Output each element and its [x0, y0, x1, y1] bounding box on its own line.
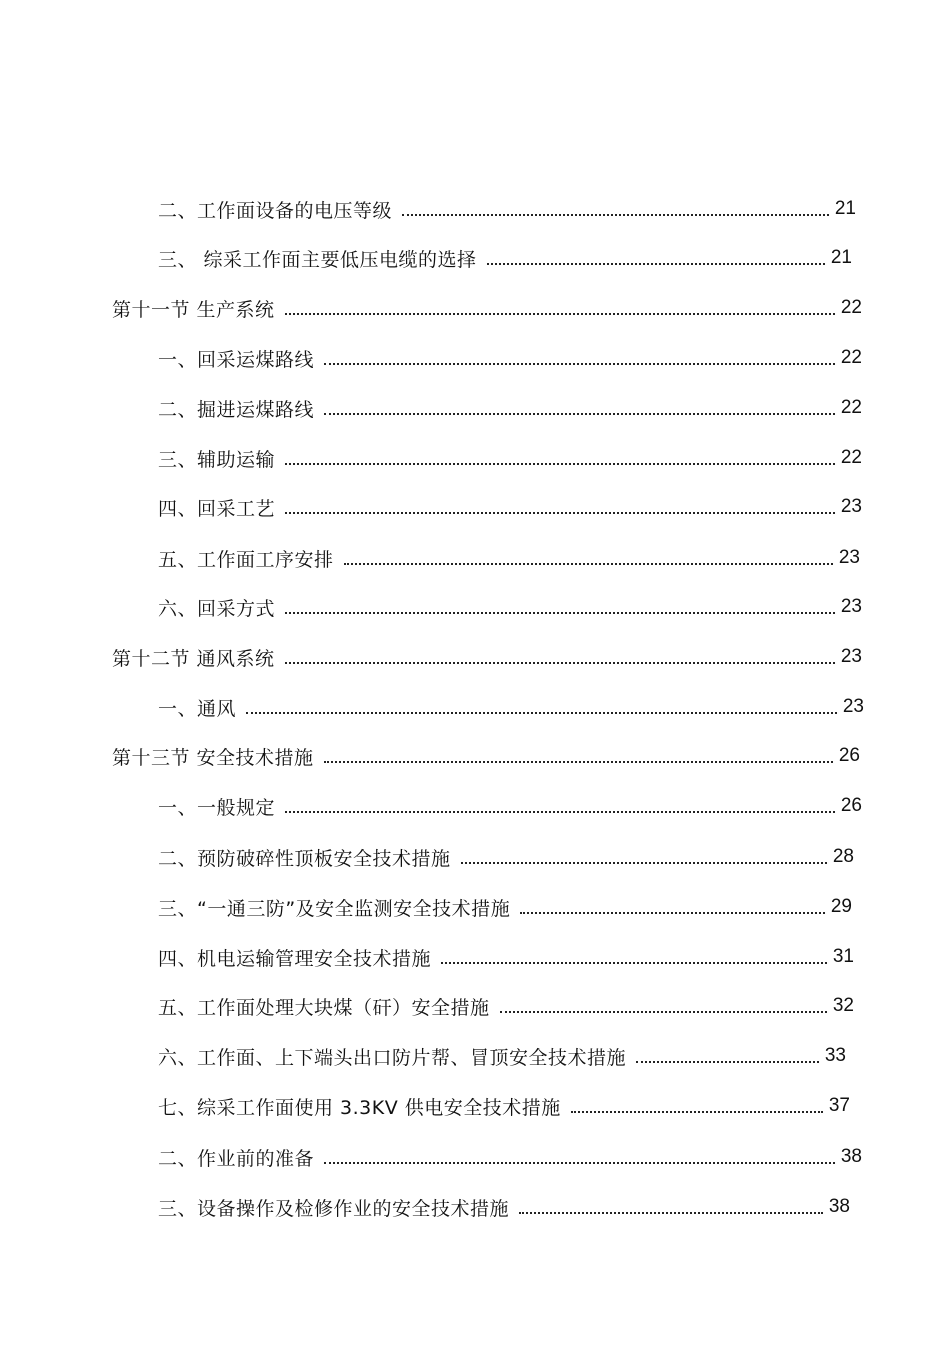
dot-leader [520, 912, 825, 914]
toc-entry-title: 四、回采工艺 [158, 497, 276, 520]
toc-entry-page: 26 [838, 745, 860, 766]
dot-leader [285, 811, 835, 813]
toc-entry-page: 23 [842, 696, 864, 717]
toc-entry-title: 三、“一通三防”及安全监测安全技术措施 [158, 897, 511, 920]
dot-leader [285, 662, 835, 664]
toc-entry-page: 21 [834, 198, 856, 219]
toc-entry-page: 32 [832, 995, 854, 1016]
toc-entry-page: 31 [832, 946, 854, 967]
toc-entry-title: 第十一节 生产系统 [112, 298, 275, 321]
toc-entry[interactable] [158, 194, 856, 224]
toc-entry[interactable] [158, 592, 862, 622]
toc-entry[interactable] [158, 791, 862, 821]
toc-entry-page: 23 [840, 596, 862, 617]
dot-leader [285, 313, 835, 315]
toc-entry-page: 22 [840, 397, 862, 418]
toc-entry-title: 第十三节 安全技术措施 [112, 746, 314, 769]
toc-entry-title: 六、回采方式 [158, 597, 276, 620]
toc-entry[interactable] [112, 642, 862, 672]
dot-leader [571, 1111, 823, 1113]
toc-entry-page: 38 [840, 1146, 862, 1167]
toc-entry-title: 三、 综采工作面主要低压电缆的选择 [158, 248, 477, 271]
toc-entry[interactable] [158, 1091, 850, 1121]
toc-entry-title: 三、设备操作及检修作业的安全技术措施 [158, 1197, 510, 1220]
toc-entry[interactable] [158, 692, 864, 722]
toc-entry-page: 37 [828, 1095, 850, 1116]
toc-entry-title: 一、回采运煤路线 [158, 348, 315, 371]
toc-entry-page: 22 [840, 447, 862, 468]
dot-leader [324, 363, 835, 365]
dot-leader [402, 214, 829, 216]
toc-entry[interactable] [158, 1142, 862, 1172]
toc-entry[interactable] [158, 243, 852, 273]
toc-entry[interactable] [158, 492, 862, 522]
toc-entry[interactable] [158, 543, 860, 573]
dot-leader [246, 712, 837, 714]
toc-entry[interactable] [158, 942, 854, 972]
toc-entry-title: 二、作业前的准备 [158, 1147, 315, 1170]
toc-entry-page: 23 [840, 496, 862, 517]
toc-entry[interactable] [112, 741, 860, 771]
toc-entry-page: 26 [840, 795, 862, 816]
dot-leader [344, 563, 833, 565]
dot-leader [636, 1061, 819, 1063]
dot-leader [324, 1162, 835, 1164]
toc-entry-title: 三、辅助运输 [158, 448, 276, 471]
toc-entry[interactable] [158, 343, 862, 373]
toc-entry-title: 二、预防破碎性顶板安全技术措施 [158, 847, 451, 870]
dot-leader [324, 761, 833, 763]
toc-entry-page: 29 [830, 896, 852, 917]
toc-entry-page: 38 [828, 1196, 850, 1217]
toc-entry-page: 21 [830, 247, 852, 268]
toc-entry-title: 二、工作面设备的电压等级 [158, 199, 393, 222]
toc-entry[interactable] [112, 293, 862, 323]
toc-entry[interactable] [158, 1192, 850, 1222]
toc-entry-title: 四、机电运输管理安全技术措施 [158, 947, 432, 970]
toc-entry[interactable] [158, 443, 862, 473]
dot-leader [441, 962, 827, 964]
toc-entry-title: 六、工作面、上下端头出口防片帮、冒顶安全技术措施 [158, 1046, 627, 1069]
toc-entry-title: 一、通风 [158, 697, 237, 720]
dot-leader [285, 612, 835, 614]
dot-leader [285, 463, 835, 465]
toc-entry-title: 二、掘进运煤路线 [158, 398, 315, 421]
toc-entry-page: 23 [840, 646, 862, 667]
toc-entry-title: 一、一般规定 [158, 796, 276, 819]
toc-entry-title: 第十二节 通风系统 [112, 647, 275, 670]
toc-entry-page: 22 [840, 347, 862, 368]
toc-entry[interactable] [158, 842, 854, 872]
toc-entry[interactable] [158, 991, 854, 1021]
toc-entry[interactable] [158, 393, 862, 423]
toc-entry-page: 28 [832, 846, 854, 867]
toc-entry-title: 七、综采工作面使用 3.3KV 供电安全技术措施 [158, 1096, 561, 1119]
toc-entry-page: 23 [838, 547, 860, 568]
dot-leader [461, 862, 827, 864]
toc-entry-title: 五、工作面工序安排 [158, 548, 334, 571]
dot-leader [285, 512, 835, 514]
toc-entry[interactable] [158, 892, 852, 922]
toc-entry-title: 五、工作面处理大块煤（矸）安全措施 [158, 996, 490, 1019]
toc-entry-page: 33 [824, 1045, 846, 1066]
dot-leader [324, 413, 835, 415]
dot-leader [500, 1011, 827, 1013]
toc-entry-page: 22 [840, 297, 862, 318]
toc-entry[interactable] [158, 1041, 846, 1071]
dot-leader [487, 263, 825, 265]
dot-leader [519, 1212, 823, 1214]
